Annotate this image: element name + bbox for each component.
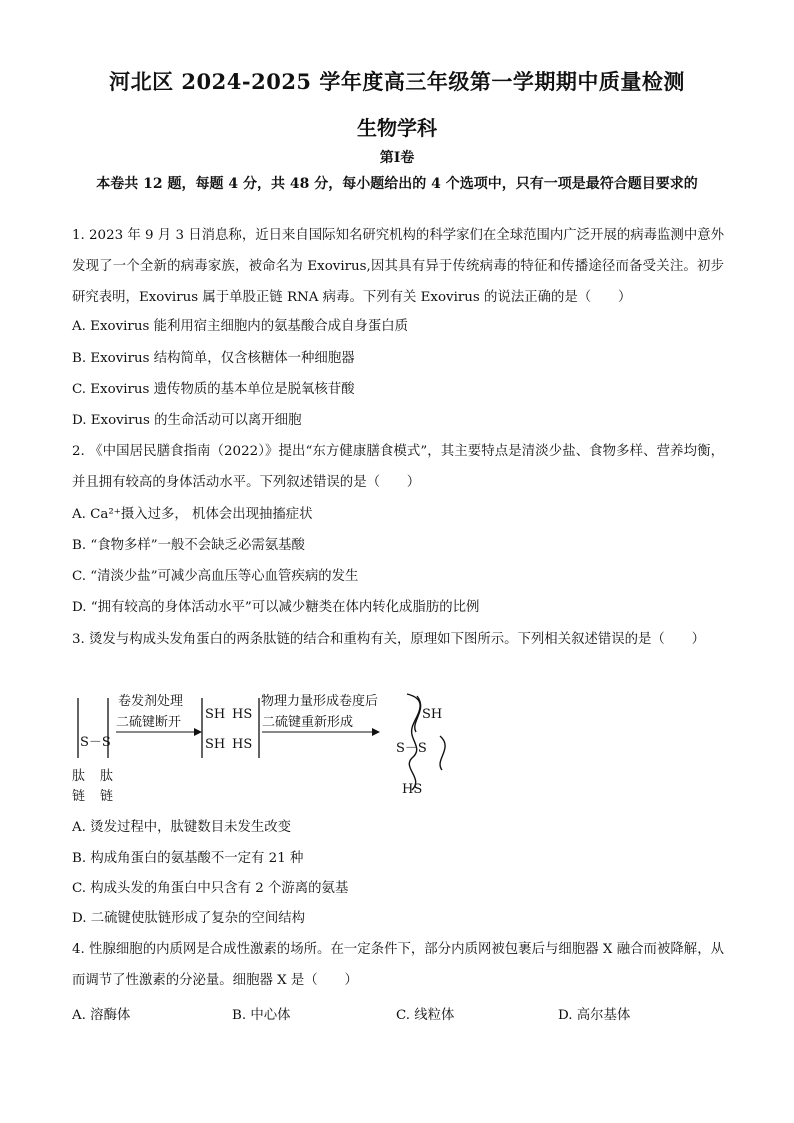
step2-text-2: 二硫键重新形成 xyxy=(262,715,354,730)
question-2-stem: 2. 《中国居民膳食指南（2022）》提出“东方健康膳食模式”，其主要特点是清淡少盐、食物多样、营养均衡，并且拥有较高的身体活动水平。下列叙述错误的是（ ） xyxy=(72,444,724,490)
step2-text-1: 物理力量形成卷度后 xyxy=(261,694,379,709)
curled-chain-right xyxy=(440,736,445,770)
question-3-option-a: A. 烫发过程中，肽键数目未发生改变 xyxy=(72,820,292,835)
question-3-option-d: D. 二硫键使肽链形成了复杂的空间结构 xyxy=(72,911,306,926)
sh-label-1: SH xyxy=(205,707,226,722)
question-3-option-c: C. 构成头发的角蛋白中只含有 2 个游离的氨基 xyxy=(72,881,349,896)
question-3-stem: 3. 烫发与构成头发角蛋白的两条肽链的结合和重构有关，原理如下图所示。下列相关叙述错误的是（ ） xyxy=(72,632,705,647)
arrow-2-head xyxy=(372,728,380,736)
question-1-option-a: A. Exovirus 能利用宿主细胞内的氨基酸合成自身蛋白质 xyxy=(72,319,408,334)
question-1-option-b: B. Exovirus 结构简单，仅含核糖体一种细胞器 xyxy=(72,351,355,366)
curl-hs-label: HS xyxy=(402,782,423,797)
section-title: 第Ⅰ卷 xyxy=(379,150,415,166)
question-4-option-d: D. 高尔基体 xyxy=(558,1008,631,1023)
hs-label-1: HS xyxy=(232,707,253,722)
hs-label-2: HS xyxy=(232,737,253,752)
disulfide-bond-label: S－S xyxy=(80,735,111,750)
chain-label-1a: 肽 xyxy=(72,769,86,784)
question-4-option-b: B. 中心体 xyxy=(232,1008,291,1023)
subject-title: 生物学科 xyxy=(357,116,437,140)
question-2-option-d: D. “拥有较高的身体活动水平”可以减少糖类在体内转化成脂肪的比例 xyxy=(72,600,480,615)
question-2-option-a: A. Ca²⁺摄入过多， 机体会出现抽搐症状 xyxy=(72,507,313,522)
perm-principle-diagram xyxy=(72,688,472,808)
question-1-option-d: D. Exovirus 的生命活动可以离开细胞 xyxy=(72,413,302,428)
curl-sh-label: SH xyxy=(422,707,443,722)
step1-text-1: 卷发剂处理 xyxy=(118,694,184,709)
arrow-1-head xyxy=(194,728,202,736)
curl-ss-label: S－S xyxy=(396,741,427,756)
question-1-stem: 1. 2023 年 9 月 3 日消息称，近日来自国际知名研究机构的科学家们在全球范围内广泛开展的病毒监测中意外发现了一个全新的病毒家族，被命名为 Exovirus,因其具有异于传统病毒的特征和传播途径而备受关注。初步研究表明，Exovirus 属于单股正链 RNA 病毒。下列有关 Exovirus 的说法正确的是（ ） xyxy=(72,228,724,305)
chain-label-2b: 链 xyxy=(100,789,114,804)
question-2-option-c: C. “清淡少盐”可减少高血压等心血管疾病的发生 xyxy=(72,569,359,584)
exam-title: 河北区 2024-2025 学年度高三年级第一学期期中质量检测 xyxy=(109,69,685,94)
step1-text-2: 二硫键断开 xyxy=(116,715,182,730)
question-2-option-b: B. “食物多样”一般不会缺乏必需氨基酸 xyxy=(72,538,305,553)
chain-label-2a: 肽 xyxy=(100,769,114,784)
question-1-option-c: C. Exovirus 遗传物质的基本单位是脱氧核苷酸 xyxy=(72,382,355,397)
chain-label-1b: 链 xyxy=(72,789,86,804)
question-4-option-a: A. 溶酶体 xyxy=(72,1008,131,1023)
question-3-option-b: B. 构成角蛋白的氨基酸不一定有 21 种 xyxy=(72,851,304,866)
question-4-option-c: C. 线粒体 xyxy=(396,1008,455,1023)
section-instructions: 本卷共 12 题，每题 4 分，共 48 分，每小题给出的 4 个选项中，只有一项是最符合题目要求的 xyxy=(96,176,698,192)
question-4-stem: 4. 性腺细胞的内质网是合成性激素的场所。在一定条件下，部分内质网被包裹后与细胞器 X 融合而被降解，从而调节了性激素的分泌量。细胞器 X 是（ ） xyxy=(72,942,724,988)
sh-label-2: SH xyxy=(205,737,226,752)
